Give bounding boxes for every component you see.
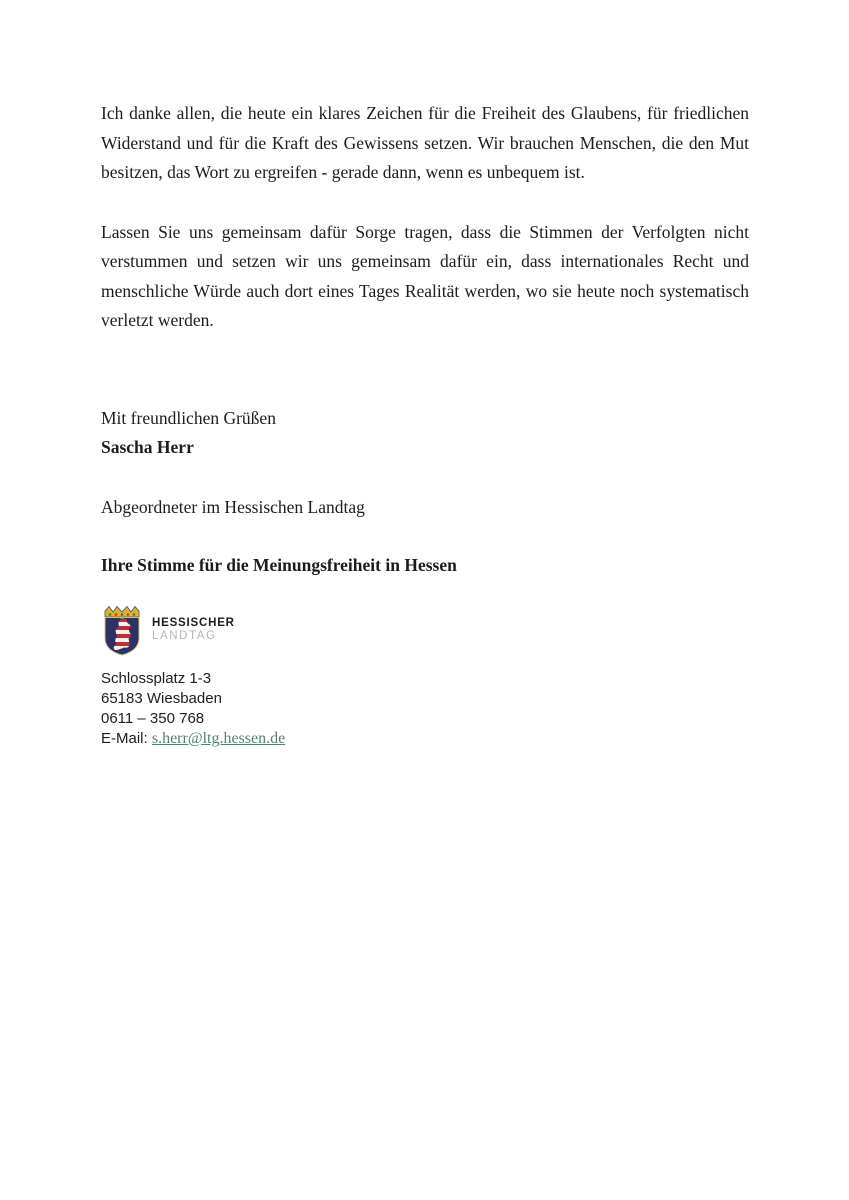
hessian-lion-crest-icon <box>101 604 143 656</box>
phone-number: 0611 – 350 768 <box>101 709 205 727</box>
email-link[interactable]: s.herr@ltg.hessen.de <box>151 729 286 747</box>
email-label: E-Mail: <box>101 729 148 747</box>
letter-body <box>101 99 749 581</box>
letter-paragraph-2: Lassen Sie uns gemeinsam dafür Sorge tragen, dass die Stimmen der Verfolgten nicht verstummen und setzen wir uns gemeinsam dafür ein, dass internationales Recht und menschliche Würde auch dort eines Tages Realität werden, wo sie heute noch systematisch verletzt werden. <box>101 221 749 330</box>
contact-block <box>101 669 749 749</box>
letter-paragraph-1: Ich danke allen, die heute ein klares Zeichen für die Freiheit des Glaubens, für friedlichen Widerstand und für die Kraft des Gewissens setzen. Wir brauchen Menschen, die den Mut besitzen, das Wort zu ergreifen - gerade dann, wenn es unbequem ist. <box>101 103 749 182</box>
closing-block <box>101 404 749 581</box>
slogan-line: Ihre Stimme für die Meinungsfreiheit in Hessen <box>101 555 457 575</box>
hessischer-landtag-logo <box>101 604 749 656</box>
logo-wordmark <box>152 617 235 643</box>
email-line <box>101 729 749 749</box>
logo-wordmark-line2: LANDTAG <box>152 629 217 642</box>
closing-phrase: Mit freundlichen Grüßen <box>101 407 276 428</box>
address-street: Schlossplatz 1-3 <box>101 669 212 687</box>
logo-wordmark-line1: HESSISCHER <box>152 616 235 629</box>
signature-name: Sascha Herr <box>101 437 194 457</box>
signer-role: Abgeordneter im Hessischen Landtag <box>101 496 365 517</box>
address-city: 65183 Wiesbaden <box>101 689 222 707</box>
